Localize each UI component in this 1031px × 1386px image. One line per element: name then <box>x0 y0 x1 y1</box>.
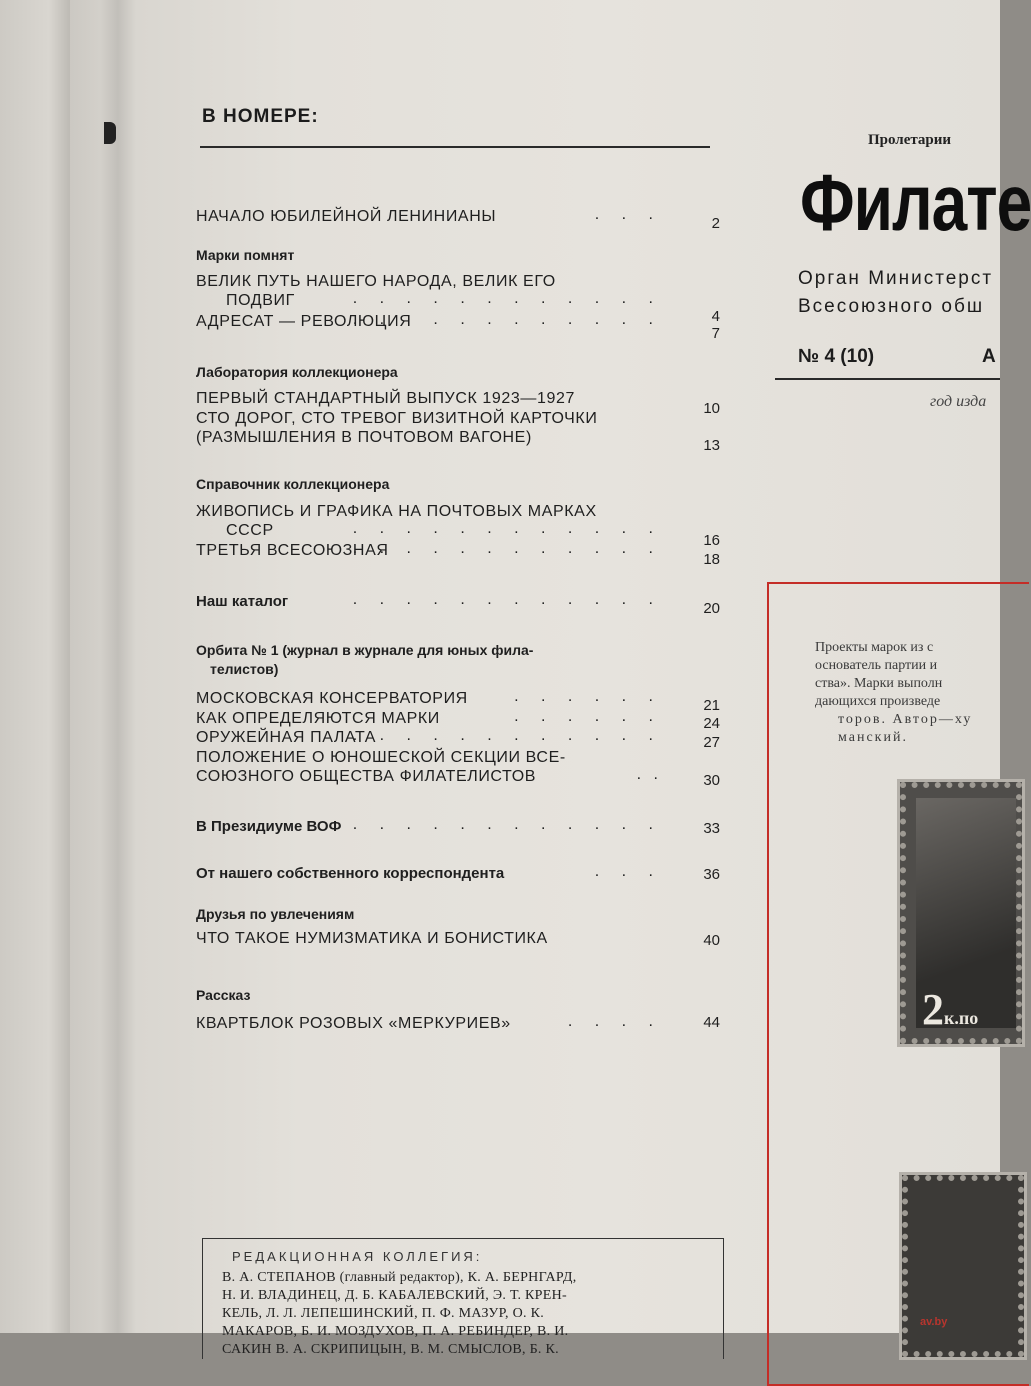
toc-section-with-page: Наш каталог . . . . . . . . . . . . <box>196 591 662 610</box>
header-rule <box>200 146 710 148</box>
page-number: 2 <box>711 215 720 232</box>
toc-entry: ПОЛОЖЕНИЕ О ЮНОШЕСКОЙ СЕКЦИИ ВСЕ- <box>196 749 566 766</box>
masthead-rule <box>775 378 1000 380</box>
toc-section: Орбита № 1 (журнал в журнале для юных фила- <box>196 642 534 658</box>
page-number: 4 <box>711 308 720 325</box>
toc-entry: ОРУЖЕЙНАЯ ПАЛАТА . . . . . . . . . . . . <box>196 727 662 746</box>
page-number: 18 <box>703 551 720 568</box>
toc-section-with-page: В Президиуме ВОФ . . . . . . . . . . . . <box>196 816 662 835</box>
caption-line: манский. <box>838 730 908 745</box>
toc-entry: СТО ДОРОГ, СТО ТРЕВОГ ВИЗИТНОЙ КАРТОЧКИ <box>196 410 598 427</box>
contents-header: В НОМЕРЕ: <box>202 106 319 127</box>
page-fold-shadow <box>100 0 136 1333</box>
page-number: 33 <box>703 820 720 837</box>
stamp-image <box>902 1175 1024 1357</box>
toc-entry-continued: ПОДВИГ . . . . . . . . . . . . <box>226 290 662 309</box>
page-number: 20 <box>703 600 720 617</box>
editorial-board-line: КЕЛЬ, Л. Л. ЛЕПЕШИНСКИЙ, П. Ф. МАЗУР, О. К. <box>222 1306 545 1321</box>
page-number: 7 <box>711 325 720 342</box>
toc-entry-continued: СОЮЗНОГО ОБЩЕСТВА ФИЛАТЕЛИСТОВ . . <box>196 766 662 785</box>
toc-entry: КАК ОПРЕДЕЛЯЮТСЯ МАРКИ . . . . . . <box>196 708 662 727</box>
page-number: 10 <box>703 400 720 417</box>
toc-entry: ВЕЛИК ПУТЬ НАШЕГО НАРОДА, ВЕЛИК ЕГО <box>196 273 556 290</box>
toc-entry: ЖИВОПИСЬ И ГРАФИКА НА ПОЧТОВЫХ МАРКАХ <box>196 503 597 520</box>
page-number: 40 <box>703 932 720 949</box>
toc-entry: МОСКОВСКАЯ КОНСЕРВАТОРИЯ . . . . . . <box>196 688 662 707</box>
caption-line: ства». Марки выполн <box>815 676 943 691</box>
toc-section: Рассказ <box>196 987 251 1003</box>
page-number: 36 <box>703 866 720 883</box>
toc-section-continued: телистов) <box>210 661 279 677</box>
toc-entry: АДРЕСАТ — РЕВОЛЮЦИЯ . . . . . . . . . . . . <box>196 311 662 330</box>
stamp-image <box>900 782 1022 1044</box>
editorial-board-line: В. А. СТЕПАНОВ (главный редактор), К. А. БЕРНГАРД, <box>222 1270 577 1285</box>
toc-entry: ЧТО ТАКОЕ НУМИЗМАТИКА И БОНИСТИКА <box>196 930 548 947</box>
previous-page-edge <box>0 0 70 1333</box>
toc-section: Справочник коллекционера <box>196 476 390 492</box>
toc-section-with-page: От нашего собственного корреспондента . . . <box>196 863 662 882</box>
toc-section: Друзья по увлечениям <box>196 906 355 922</box>
editorial-board-title: РЕДАКЦИОННАЯ КОЛЛЕГИЯ: <box>232 1249 483 1264</box>
year-line: год изда <box>930 393 987 410</box>
caption-line: дающихся произведе <box>815 694 941 709</box>
editorial-board-line: МАКАРОВ, Б. И. МОЗДУХОВ, П. А. РЕБИНДЕР, В. И. <box>222 1324 569 1339</box>
issue-date-fragment: А <box>982 346 996 367</box>
editorial-board-line: Н. И. ВЛАДИНЕЦ, Д. Б. КАБАЛЕВСКИЙ, Э. Т. КРЕН- <box>222 1288 567 1303</box>
page-number: 30 <box>703 772 720 789</box>
editorial-board-line: САКИН В. А. СКРИПИЦЫН, В. М. СМЫСЛОВ, Б. К. <box>222 1342 559 1357</box>
toc-section: Лаборатория коллекционера <box>196 364 398 380</box>
toc-entry: ТРЕТЬЯ ВСЕСОЮЗНАЯ . . . . . . . . . . . . <box>196 540 662 559</box>
caption-line: основатель партии и <box>815 658 938 673</box>
binding-mark <box>104 122 116 144</box>
caption-line: Проекты марок из с <box>815 640 934 655</box>
page-number: 24 <box>703 715 720 732</box>
caption-line: торов. Автор—ху <box>838 712 973 727</box>
toc-entry: КВАРТБЛОК РОЗОВЫХ «МЕРКУРИЕВ» . . . . <box>196 1013 662 1032</box>
masthead-title: Филате <box>800 157 1031 248</box>
toc-entry: НАЧАЛО ЮБИЛЕЙНОЙ ЛЕНИНИАНЫ . . . <box>196 206 662 225</box>
toc-entry: ПЕРВЫЙ СТАНДАРТНЫЙ ВЫПУСК 1923—1927 <box>196 390 576 407</box>
issue-number: № 4 (10) <box>798 346 875 367</box>
page-number: 21 <box>703 697 720 714</box>
page-number: 13 <box>703 437 720 454</box>
publisher-line: Орган Министерст <box>798 268 994 289</box>
toc-entry-continued: (РАЗМЫШЛЕНИЯ В ПОЧТОВОМ ВАГОНЕ) <box>196 429 532 446</box>
page-number: 27 <box>703 734 720 751</box>
watermark: av.by <box>920 1316 948 1328</box>
slogan-fragment: Пролетарии <box>868 132 952 148</box>
publisher-line: Всесоюзного обш <box>798 296 985 317</box>
page-number: 44 <box>703 1014 720 1031</box>
stamp-value: 2к.по <box>922 985 979 1034</box>
toc-section: Марки помнят <box>196 247 295 263</box>
toc-entry-continued: СССР . . . . . . . . . . . . <box>226 520 662 539</box>
page-number: 16 <box>703 532 720 549</box>
